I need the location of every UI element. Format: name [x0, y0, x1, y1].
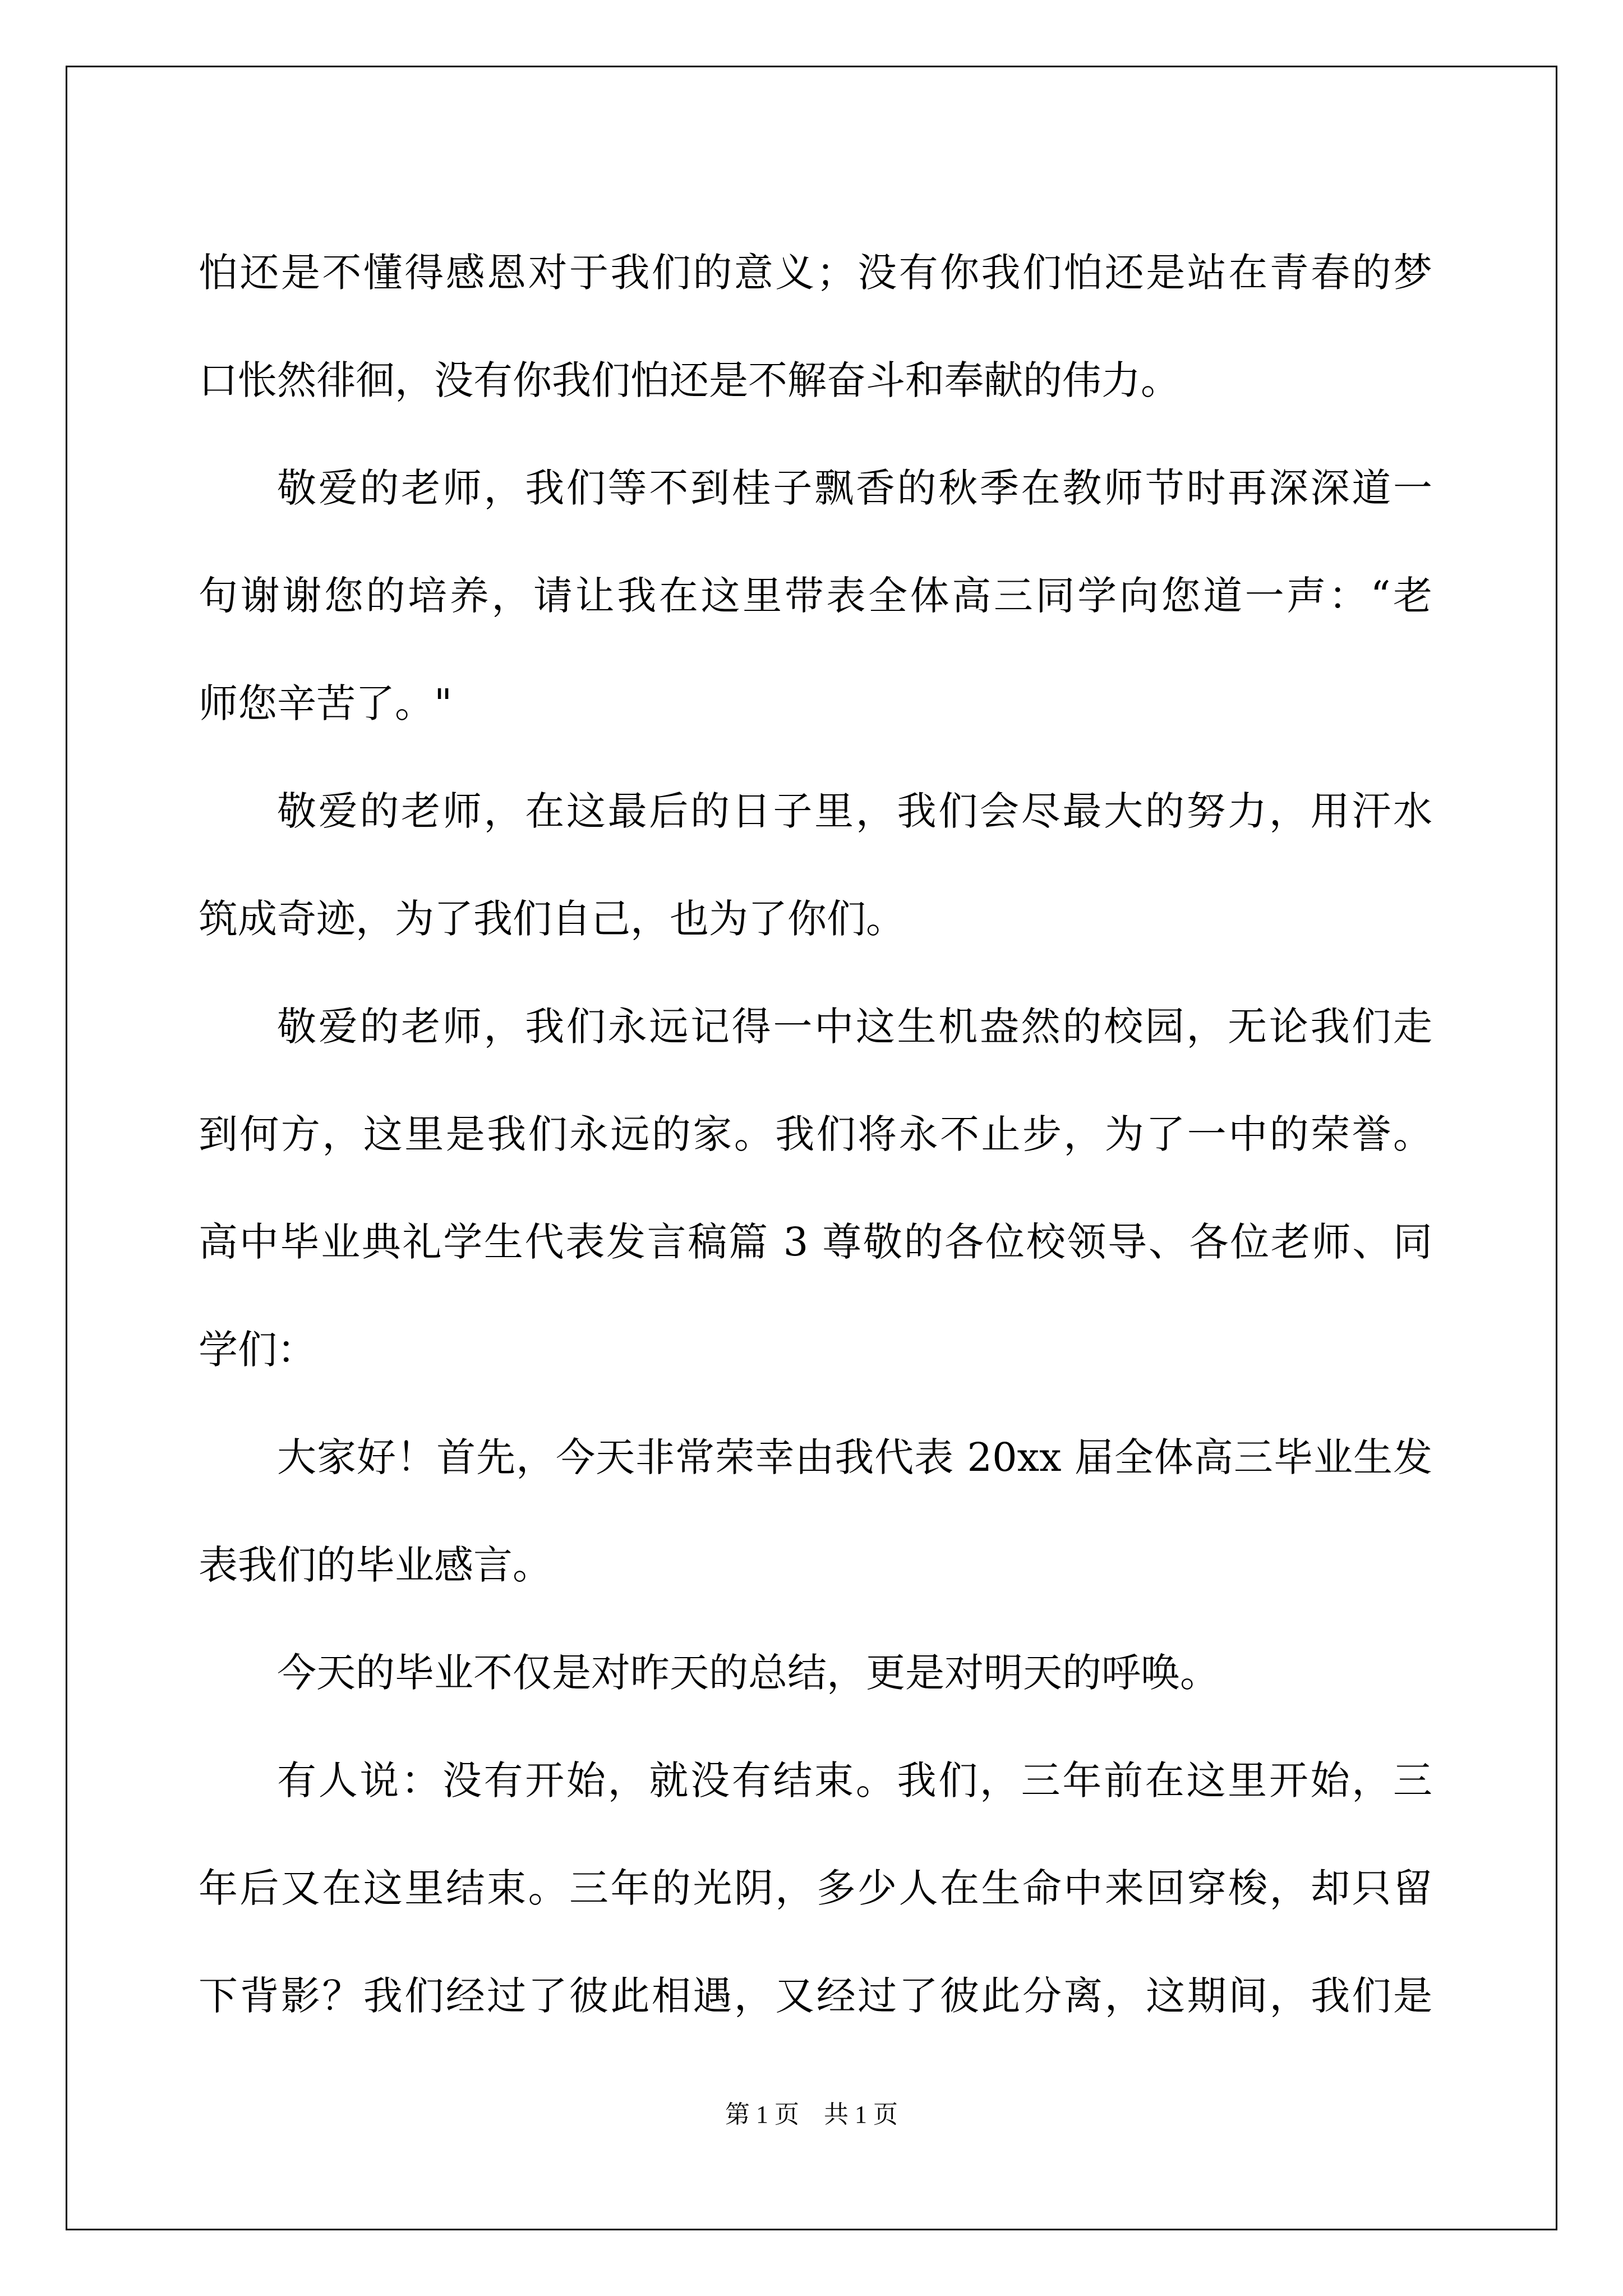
document-body — [199, 219, 1432, 2050]
text-line: 年后又在这里结束。三年的光阴，多少人在生命中来回穿梭，却只留 — [199, 1865, 1432, 1911]
section-heading-line: 高中毕业典礼学生代表发言稿篇 3 尊敬的各位校领导、各位老师、同 — [199, 1219, 1432, 1265]
paragraph-start-line: 有人说：没有开始，就没有结束。我们，三年前在这里开始，三 — [277, 1757, 1432, 1803]
text-line: 表我们的毕业感言。 — [199, 1542, 552, 1588]
text-line: 怕还是不懂得感恩对于我们的意义；没有你我们怕还是站在青春的梦 — [199, 250, 1432, 296]
paragraph-start-line: 今天的毕业不仅是对昨天的总结，更是对明天的呼唤。 — [277, 1650, 1219, 1696]
text-line: 学们： — [199, 1327, 316, 1373]
text-line: 口怅然徘徊，没有你我们怕还是不解奋斗和奉献的伟力。 — [199, 357, 1180, 403]
paragraph-start-line: 敬爱的老师，我们永远记得一中这生机盎然的校园，无论我们走 — [277, 1004, 1432, 1050]
paragraph-start-line: 敬爱的老师，在这最后的日子里，我们会尽最大的努力，用汗水 — [277, 788, 1432, 834]
text-line: 句谢谢您的培养，请让我在这里带表全体高三同学向您道一声：“老 — [199, 573, 1432, 619]
text-line: 到何方，这里是我们永远的家。我们将永不止步，为了一中的荣誉。 — [199, 1111, 1432, 1157]
text-line: 筑成奇迹，为了我们自己，也为了你们。 — [199, 896, 905, 942]
text-line: 下背影？我们经过了彼此相遇，又经过了彼此分离，这期间，我们是 — [199, 1973, 1432, 2019]
text-line: 师您辛苦了。" — [199, 680, 453, 726]
page-footer: 第 1 页 共 1 页 — [725, 2101, 898, 2128]
paragraph-start-line: 敬爱的老师，我们等不到桂子飘香的秋季在教师节时再深深道一 — [277, 465, 1432, 511]
paragraph-start-line: 大家好！首先，今天非常荣幸由我代表 20xx 届全体高三毕业生发 — [277, 1434, 1432, 1480]
